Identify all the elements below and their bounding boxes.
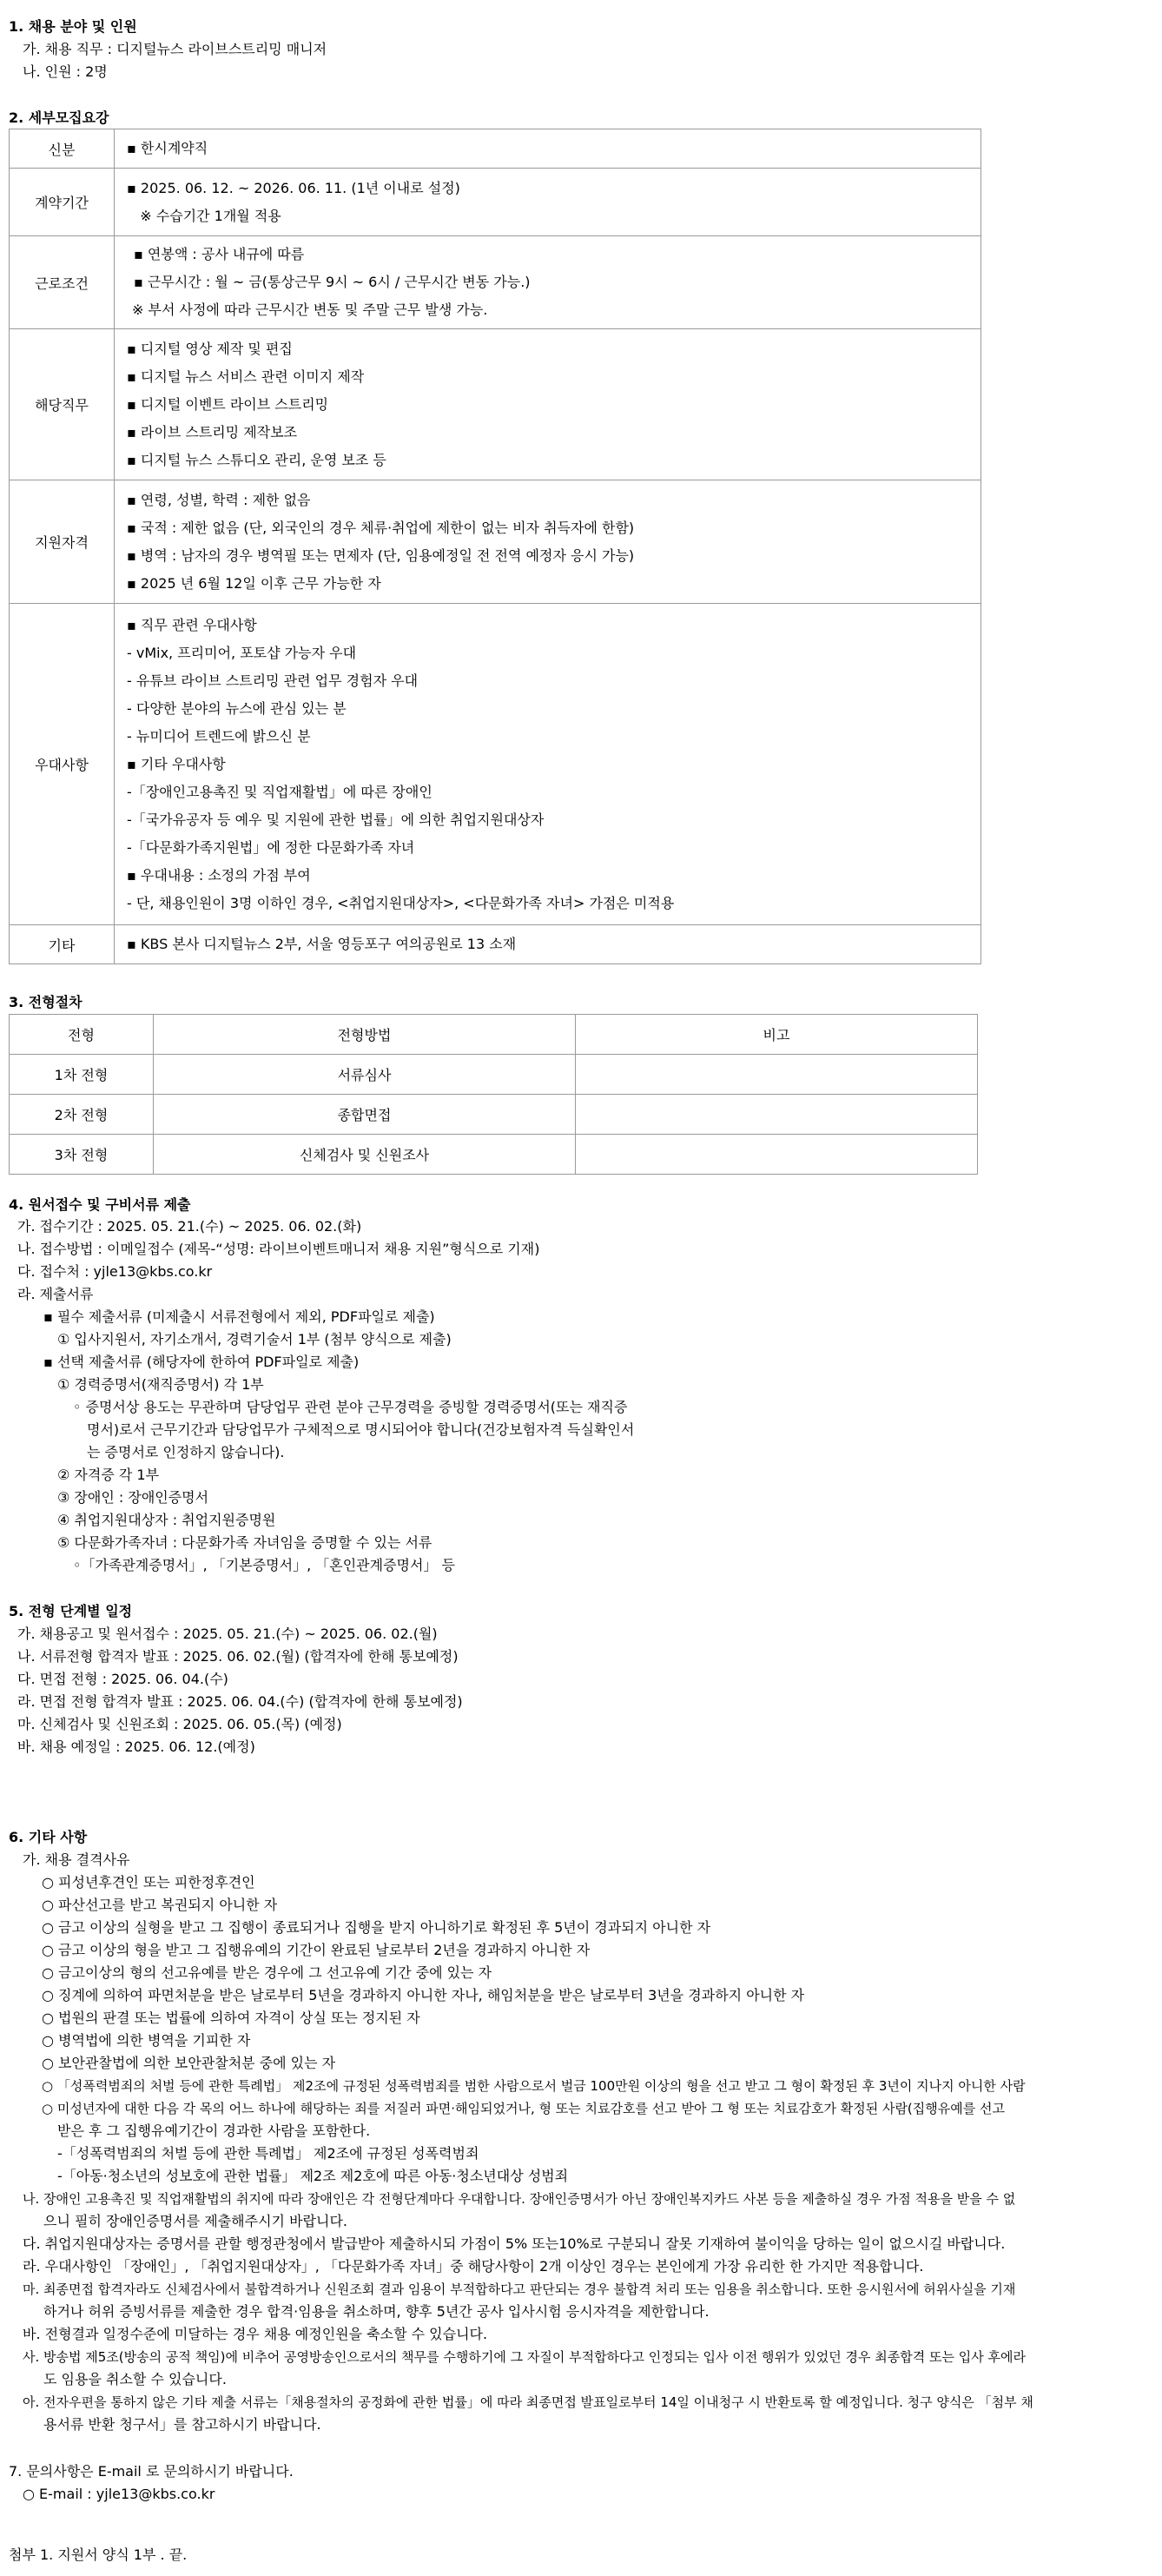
sec4-line: 는 증명서로 인정하지 않습니다).	[87, 1444, 285, 1460]
section-3-title: 3. 전형절차	[9, 994, 83, 1010]
sec6-line: 라. 우대사항인 「장애인」, 「취업지원대상자」, 「다문화가족 자녀」중 해당사항이 2개 이상인 경우는 본인에게 가장 유리한 한 가지만 적용합니다.	[23, 2258, 924, 2275]
sec6-line: 마. 최종면접 합격자라도 신체검사에서 불합격하거나 신원조회 결과 임용이 부적합하다고 판단되는 경우 불합격 처리 또는 임용을 취소합니다. 또한 응시원서에 허위사실을 기재	[23, 2281, 1016, 2297]
sec4-line: 라. 제출서류	[17, 1286, 94, 1302]
table-row	[10, 1135, 978, 1175]
sec1-item: 나. 인원 : 2명	[23, 63, 108, 80]
sec6-line: ○ 미성년자에 대한 다음 각 목의 어느 하나에 해당하는 죄를 저질러 파면·해임되었거나, 형 또는 치료감호를 선고 받아 그 형 또는 치료감호가 확정된 사람(집행유예를 선고	[42, 2101, 1005, 2116]
row-label: 지원자격	[10, 480, 115, 604]
table-cell: 2차 전형	[10, 1095, 154, 1135]
row-value: ▪ 연봉액 : 공사 내규에 따름 ▪ 근무시간 : 월 ~ 금(통상근무 9시 ~ 6시 / 근무시간 변동 가능.) ※ 부서 사정에 따라 근무시간 변동 및 주말 근무 발생 가능.	[115, 236, 981, 329]
table-row	[10, 236, 981, 329]
sec5-line: 마. 신체검사 및 신원조회 : 2025. 06. 05.(목) (예정)	[17, 1716, 342, 1732]
sec6-line: ○ 금고 이상의 실형을 받고 그 집행이 종료되거나 집행을 받지 아니하기로 확정된 후 5년이 경과되지 아니한 자	[42, 1919, 711, 1936]
table-cell: 1차 전형	[10, 1055, 154, 1095]
sec6-line: 받은 후 그 집행유예기간이 경과한 사람을 포함한다.	[57, 2122, 371, 2139]
sec1-item: 가. 채용 직무 : 디지털뉴스 라이브스트리밍 매니저	[23, 41, 327, 57]
table-row	[10, 329, 981, 480]
row-label: 우대사항	[10, 604, 115, 925]
sec4-line: ④ 취업지원대상자 : 취업지원증명원	[57, 1512, 276, 1528]
table-row	[10, 1095, 978, 1135]
sec6-line: ○ 파산선고를 받고 복권되지 아니한 자	[42, 1897, 278, 1913]
row-value: ▪ KBS 본사 디지털뉴스 2부, 서울 영등포구 여의공원로 13 소재	[115, 925, 981, 964]
table-row	[10, 604, 981, 925]
section-7-title: 7. 문의사항은 E-mail 로 문의하시기 바랍니다.	[9, 2463, 294, 2480]
sec4-line: ⑤ 다문화가족자녀 : 다문화가족 자녀임을 증명할 수 있는 서류	[57, 1534, 432, 1551]
row-label: 신분	[10, 129, 115, 169]
sec4-line: ① 입사지원서, 자기소개서, 경력기술서 1부 (첨부 양식으로 제출)	[57, 1331, 452, 1348]
row-label: 해당직무	[10, 329, 115, 480]
table-row	[10, 925, 981, 964]
table-cell	[576, 1135, 978, 1175]
sec5-line: 바. 채용 예정일 : 2025. 06. 12.(예정)	[17, 1738, 255, 1755]
section-4-title: 4. 원서접수 및 구비서류 제출	[9, 1196, 191, 1213]
section-1-title: 1. 채용 분야 및 인원	[9, 18, 137, 35]
sec6-line: 사. 방송법 제5조(방송의 공적 책임)에 비추어 공영방송인으로서의 책무를 수행하기에 그 자질이 부적합하다고 인정되는 입사 이전 행위가 있었던 경우 최종합격 또는 입사 후에라	[23, 2349, 1026, 2365]
sec6-line: 다. 취업지원대상자는 증명서를 관할 행정관청에서 발급받아 제출하시되 가점이 5% 또는10%로 구분되니 잘못 기재하여 불이익을 당하는 일이 없으시길 바랍니다.	[23, 2235, 1006, 2252]
contact-email: ○ E-mail : yjle13@kbs.co.kr	[23, 2486, 215, 2502]
attachment-note: 첨부 1. 지원서 양식 1부 . 끝.	[9, 2546, 188, 2563]
table-row	[10, 480, 981, 604]
sec4-line: ① 경력증명서(재직증명서) 각 1부	[57, 1376, 264, 1393]
sec6-line: -「성폭력범죄의 처벌 등에 관한 특례법」 제2조에 규정된 성폭력범죄	[57, 2145, 479, 2162]
table-header-row	[10, 1015, 978, 1055]
sec4-line: 가. 접수기간 : 2025. 05. 21.(수) ~ 2025. 06. 02.(화)	[17, 1218, 362, 1235]
sec6-line: 으니 필히 장애인증명서를 제출해주시기 바랍니다.	[43, 2213, 348, 2229]
sec6-line: 용서류 반환 청구서」를 참고하시기 바랍니다.	[43, 2416, 321, 2433]
table-row	[10, 169, 981, 236]
sec6-line: ○ 금고 이상의 형을 받고 그 집행유예의 기간이 완료된 날로부터 2년을 경과하지 아니한 자	[42, 1942, 591, 1958]
section-5-title: 5. 전형 단계별 일정	[9, 1603, 133, 1619]
sec6-line: ○ 병역법에 의한 병역을 기피한 자	[42, 2032, 251, 2049]
row-value: ▪ 연령, 성별, 학력 : 제한 없음 ▪ 국적 : 제한 없음 (단, 외국인의 경우 체류·취업에 제한이 없는 비자 취득자에 한함) ▪ 병역 : 남자의 경우 병역필 또는 면제자 (단, 임용예정일 전 전역 예정자 응시 가능) ▪ 2025 년 6월 12일 이후 근무 가능한 자	[115, 480, 981, 604]
sec6-line: 도 임용을 취소할 수 있습니다.	[43, 2371, 227, 2387]
sec4-line: ▪ 필수 제출서류 (미제출시 서류전형에서 제외, PDF파일로 제출)	[43, 1308, 435, 1325]
sec4-line: 명서)로서 근무기간과 담당업무가 구체적으로 명시되어야 합니다(건강보험자격 득실확인서	[87, 1421, 635, 1438]
column-header: 전형	[10, 1015, 154, 1055]
table-cell	[576, 1095, 978, 1135]
table-cell: 신체검사 및 신원조사	[154, 1135, 576, 1175]
sec4-line: ② 자격증 각 1부	[57, 1467, 160, 1483]
sec6-line: ○ 법원의 판결 또는 법률에 의하여 자격이 상실 또는 정지된 자	[42, 2010, 420, 2026]
selection-process-table	[9, 1014, 978, 1175]
row-value: ▪ 직무 관련 우대사항 - vMix, 프리미어, 포토샵 가능자 우대 - 유튜브 라이브 스트리밍 관련 업무 경험자 우대 - 다양한 분야의 뉴스에 관심 있는 분 - 뉴미디어 트렌드에 밝으신 분 ▪ 기타 우대사항 -「장애인고용촉진 및 직업재활법」에 따른 장애인 -「국가유공자 등 예우 및 지원에 관한 법률」에 의한 취업지원대상자 -「다문화가족지원법」에 정한 다문화가족 자녀 ▪ 우대내용 : 소정의 가점 부여 - 단, 채용인원이 3명 이하인 경우, <취업지원대상자>, <다문화가족 자녀> 가점은 미적용	[115, 604, 981, 925]
sec5-line: 나. 서류전형 합격자 발표 : 2025. 06. 02.(월) (합격자에 한해 통보예정)	[17, 1648, 459, 1665]
sec4-line: ◦「가족관계증명서」, 「기본증명서」, 「혼인관계증명서」 등	[73, 1557, 455, 1573]
sec5-line: 가. 채용공고 및 원서접수 : 2025. 05. 21.(수) ~ 2025. 06. 02.(월)	[17, 1626, 438, 1642]
sec5-line: 다. 면접 전형 : 2025. 06. 04.(수)	[17, 1671, 228, 1687]
sec6-line: ○ 「성폭력범죄의 처벌 등에 관한 특례법」 제2조에 규정된 성폭력범죄를 범한 사람으로서 벌금 100만원 이상의 형을 선고 받고 그 형이 확정된 후 3년이 지나지 아니한 사람	[42, 2078, 1026, 2094]
sec6-line: ○ 피성년후견인 또는 피한정후견인	[42, 1874, 255, 1891]
column-header: 전형방법	[154, 1015, 576, 1055]
recruitment-details-table	[9, 129, 981, 964]
sec6-line: 나. 장애인 고용촉진 및 직업재활법의 취지에 따라 장애인은 각 전형단계마다 우대합니다. 장애인증명서가 아닌 장애인복지카드 사본 등을 제출하실 경우 가점 적용을 받을 수 없	[23, 2191, 1016, 2207]
sec6-line: 하거나 허위 증빙서류를 제출한 경우 합격·임용을 취소하며, 향후 5년간 공사 입사시험 응시자격을 제한합니다.	[43, 2303, 710, 2320]
sec4-line: ◦ 증명서상 용도는 무관하며 담당업무 관련 분야 근무경력을 증빙할 경력증명서(또는 재직증	[73, 1399, 628, 1415]
sec4-line: ③ 장애인 : 장애인증명서	[57, 1489, 209, 1506]
sec6-line: ○ 보안관찰법에 의한 보안관찰처분 중에 있는 자	[42, 2055, 336, 2071]
sec6-line: 가. 채용 결격사유	[23, 1851, 130, 1868]
sec6-line: 아. 전자우편을 통하지 않은 기타 제출 서류는「채용절차의 공정화에 관한 법률」에 따라 최종면접 발표일로부터 14일 이내청구 시 반환토록 할 예정입니다. 청구 양식은 「첨부 채	[23, 2394, 1033, 2410]
table-row	[10, 129, 981, 169]
row-value: ▪ 2025. 06. 12. ~ 2026. 06. 11. (1년 이내로 설정) ※ 수습기간 1개월 적용	[115, 169, 981, 236]
sec6-line: ○ 금고이상의 형의 선고유예를 받은 경우에 그 선고유예 기간 중에 있는 자	[42, 1964, 492, 1981]
table-cell: 서류심사	[154, 1055, 576, 1095]
sec4-line: ▪ 선택 제출서류 (해당자에 한하여 PDF파일로 제출)	[43, 1354, 360, 1370]
sec4-line: 나. 접수방법 : 이메일접수 (제목-“성명: 라이브이벤트매니저 채용 지원”형식으로 기재)	[17, 1241, 540, 1257]
table-cell: 종합면접	[154, 1095, 576, 1135]
table-cell	[576, 1055, 978, 1095]
row-label: 계약기간	[10, 169, 115, 236]
section-6-title: 6. 기타 사항	[9, 1829, 88, 1845]
row-value: ▪ 한시계약직	[115, 129, 981, 169]
sec4-email-line: 다. 접수처 : yjle13@kbs.co.kr	[17, 1263, 213, 1280]
sec6-line: 바. 전형결과 일정수준에 미달하는 경우 채용 예정인원을 축소할 수 있습니다.	[23, 2326, 488, 2342]
section-2-title: 2. 세부모집요강	[9, 109, 109, 126]
table-cell: 3차 전형	[10, 1135, 154, 1175]
sec5-line: 라. 면접 전형 합격자 발표 : 2025. 06. 04.(수) (합격자에 한해 통보예정)	[17, 1693, 463, 1710]
sec6-line: -「아동·청소년의 성보호에 관한 법률」 제2조 제2호에 따른 아동·청소년대상 성범죄	[57, 2168, 569, 2184]
row-value: ▪ 디지털 영상 제작 및 편집 ▪ 디지털 뉴스 서비스 관련 이미지 제작 ▪ 디지털 이벤트 라이브 스트리밍 ▪ 라이브 스트리밍 제작보조 ▪ 디지털 뉴스 스튜디오 관리, 운영 보조 등	[115, 329, 981, 480]
sec6-line: ○ 징계에 의하여 파면처분을 받은 날로부터 5년을 경과하지 아니한 자나, 해임처분을 받은 날로부터 3년을 경과하지 아니한 자	[42, 1987, 805, 2003]
row-label: 근로조건	[10, 236, 115, 329]
row-label: 기타	[10, 925, 115, 964]
column-header: 비고	[576, 1015, 978, 1055]
table-row	[10, 1055, 978, 1095]
